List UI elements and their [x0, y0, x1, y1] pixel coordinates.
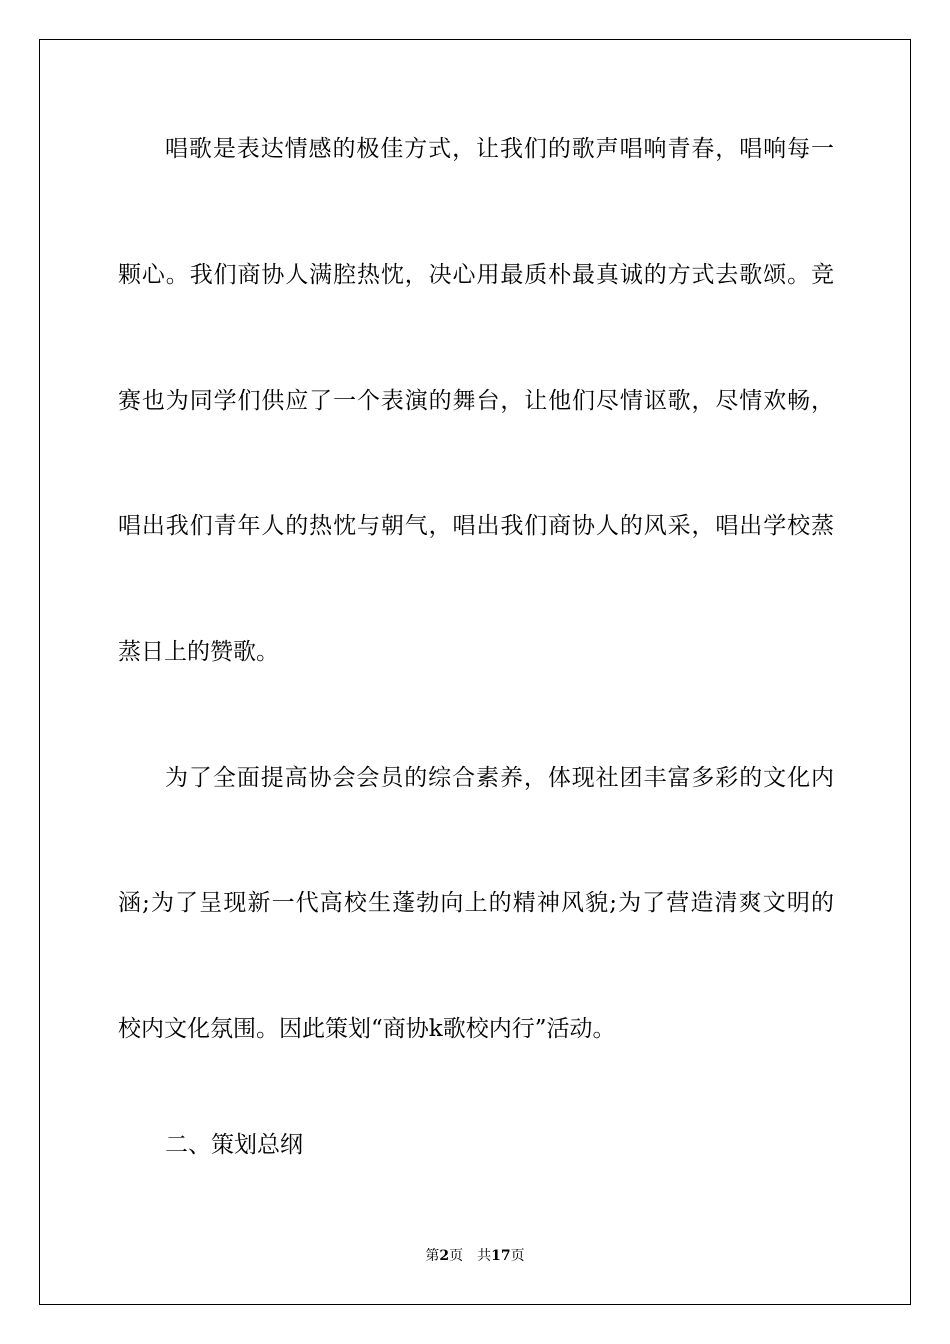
paragraph-2-line-3: 校内文化氛围。因此策划“商协k歌校内行”活动。 [118, 1016, 616, 1042]
paragraph-1-line-1: 唱歌是表达情感的极佳方式，让我们的歌声唱响青春，唱响每一 [165, 136, 834, 162]
footer-page-number: 2 [439, 1248, 450, 1264]
page-footer [0, 1246, 950, 1266]
footer-page-suffix: 页 [449, 1248, 464, 1264]
paragraph-1-line-5: 蒸日上的赞歌。 [118, 639, 279, 665]
paragraph-1-line-4: 唱出我们青年人的热忱与朝气，唱出我们商协人的风采，唱出学校蒸 [118, 513, 834, 539]
footer-total-suffix: 页 [510, 1248, 525, 1264]
section-heading: 二、策划总纲 [165, 1132, 303, 1158]
paragraph-2-line-1: 为了全面提高协会会员的综合素养，体现社团丰富多彩的文化内 [165, 765, 834, 791]
footer-page-prefix: 第 [425, 1248, 440, 1264]
footer-total-pages: 17 [491, 1248, 511, 1264]
paragraph-1-line-3: 赛也为同学们供应了一个表演的舞台，让他们尽情讴歌，尽情欢畅， [118, 388, 834, 414]
page-border [39, 39, 911, 1305]
footer-total-prefix: 共 [477, 1248, 492, 1264]
paragraph-1-line-2: 颗心。我们商协人满腔热忱，决心用最质朴最真诚的方式去歌颂。竞 [118, 262, 834, 288]
paragraph-2-line-2: 涵;为了呈现新一代高校生蓬勃向上的精神风貌;为了营造清爽文明的 [118, 890, 834, 916]
